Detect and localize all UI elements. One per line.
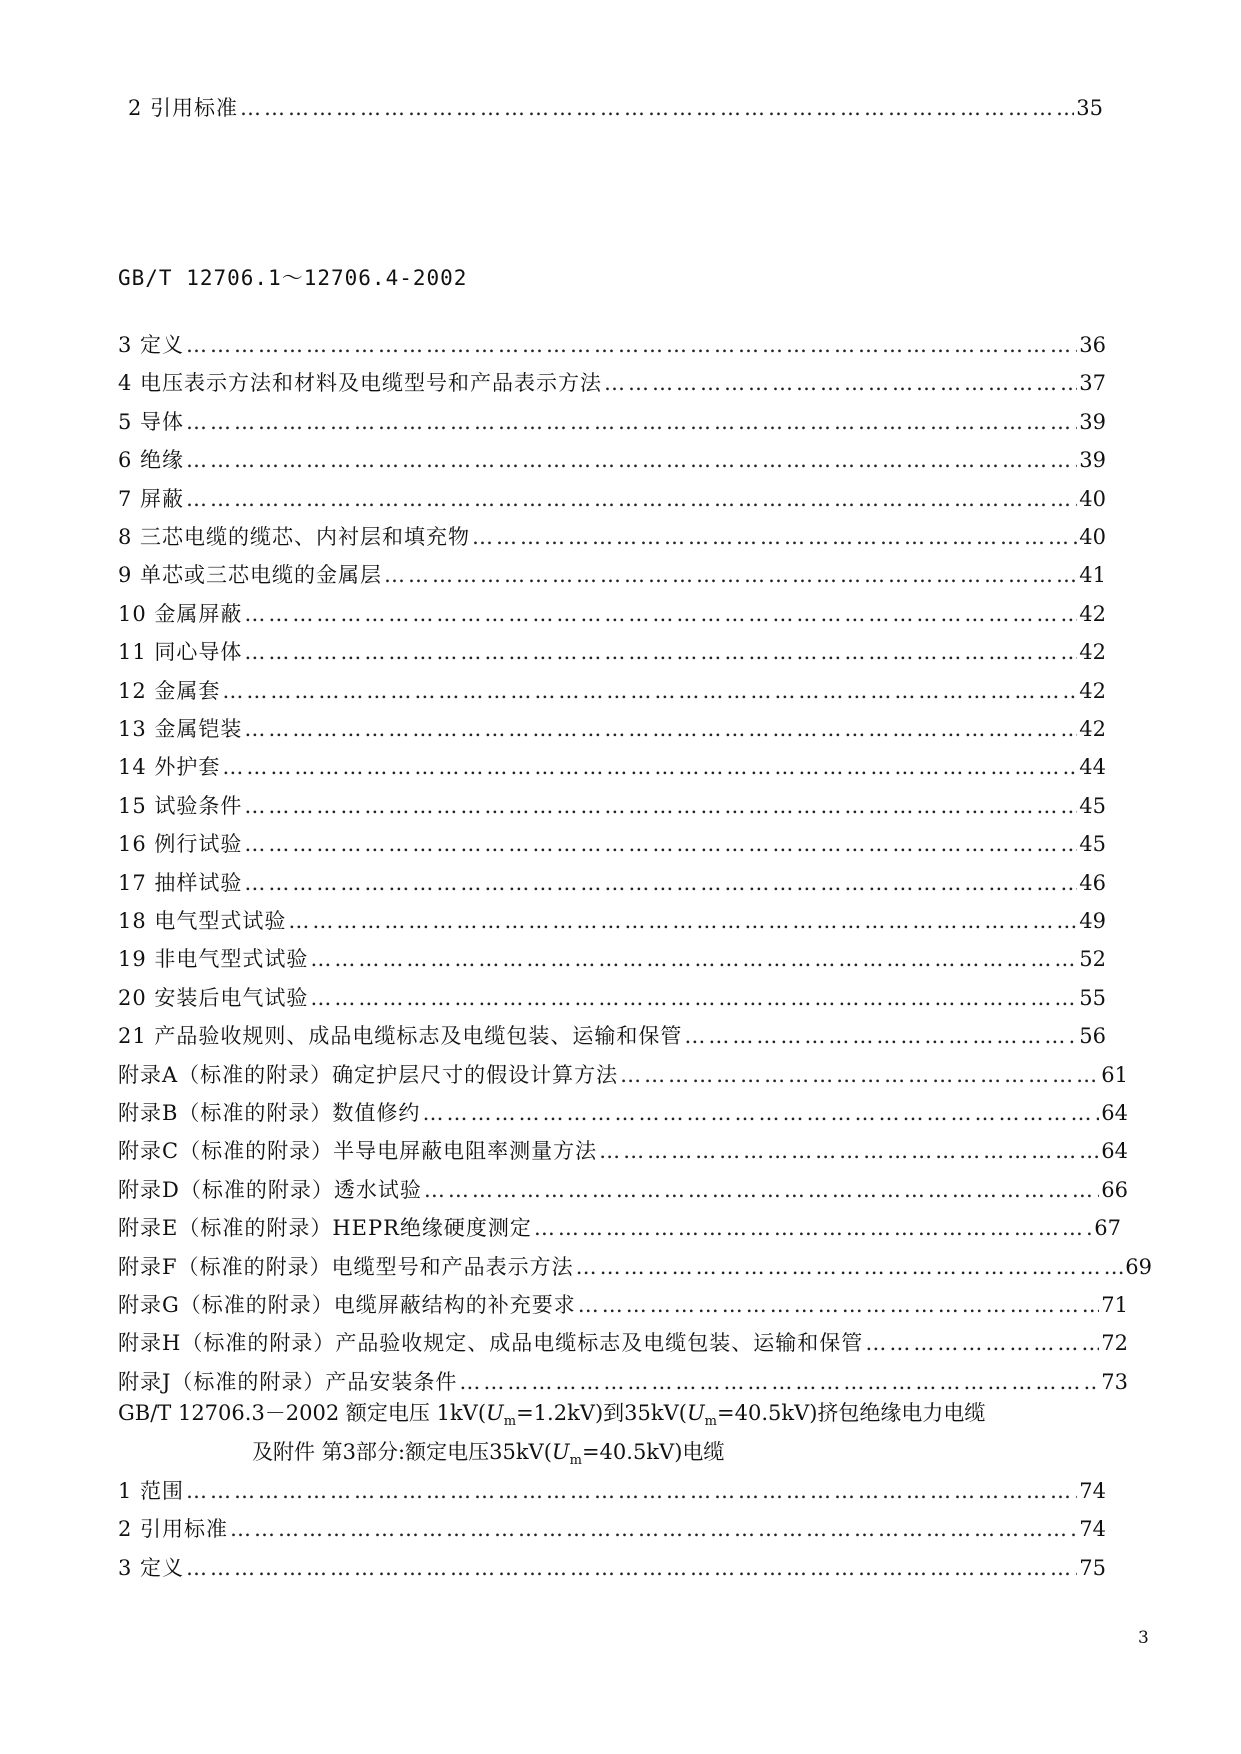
toc-leader-dots (576, 1252, 1124, 1282)
toc-entry-label: 附录B（标准的附录）数值修约 (118, 1101, 421, 1125)
toc-entry-page: 64 (1101, 1101, 1128, 1125)
toc-entry-label: 附录A（标准的附录）确定护层尺寸的假设计算方法 (118, 1062, 619, 1087)
part3-title-suffix: =40.5kV)挤包绝缘电力电缆 (717, 1401, 986, 1425)
toc-entry-label: 8 三芯电缆的缆芯、内衬层和填充物 (118, 525, 471, 549)
toc-leader-dots (422, 1098, 1099, 1128)
toc-entry-page: 40 (1079, 525, 1106, 549)
toc-entry (128, 93, 1103, 123)
toc-entry (118, 829, 1106, 859)
toc-leader-dots (459, 1367, 1099, 1397)
toc-entry-page: 72 (1101, 1331, 1128, 1356)
toc-entry (118, 1252, 1152, 1282)
toc-entry-label: 1 范围 (118, 1479, 185, 1503)
toc-entry (118, 868, 1106, 898)
toc-entry (118, 407, 1106, 437)
toc-leader-dots (244, 714, 1077, 744)
toc-leader-dots (186, 484, 1077, 514)
toc-entry-label: 3 定义 (118, 333, 185, 357)
toc-entry-page: 42 (1079, 601, 1106, 626)
toc-entry-label: 13 金属铠装 (118, 717, 243, 741)
toc-entry (118, 944, 1106, 974)
toc-entry-page: 61 (1101, 1062, 1128, 1087)
toc-entry-page: 74 (1079, 1517, 1106, 1542)
toc-entry-label: 17 抽样试验 (118, 870, 243, 895)
toc-entry-label: 20 安装后电气试验 (118, 985, 309, 1010)
toc-entry-page: 45 (1079, 832, 1106, 857)
toc-entry-page: 64 (1101, 1139, 1128, 1164)
toc-entry (118, 560, 1106, 590)
toc-entry-page: 66 (1101, 1177, 1128, 1202)
toc-entry-label: 附录H（标准的附录）产品验收规定、成品电缆标志及电缆包装、运输和保管 (118, 1331, 864, 1356)
toc-entry (118, 1367, 1128, 1397)
toc-leader-dots (244, 868, 1077, 898)
toc-leader-dots (865, 1328, 1099, 1358)
toc-entry (118, 1328, 1128, 1358)
toc-entry-page: 69 (1125, 1254, 1152, 1279)
toc-entry-label: 2 引用标准 (118, 1517, 229, 1542)
toc-entry-page: 49 (1079, 909, 1106, 933)
toc-entry-label: 3 定义 (118, 1555, 185, 1580)
toc-leader-dots (186, 330, 1077, 360)
toc-leader-dots (604, 368, 1077, 398)
toc-entry-page: 55 (1079, 985, 1106, 1010)
toc-leader-dots (186, 1476, 1077, 1506)
um-symbol: U (551, 1440, 570, 1464)
toc-entry-page: 41 (1079, 563, 1106, 588)
page-number: 3 (1138, 1628, 1149, 1648)
toc-entry (118, 791, 1106, 821)
toc-entry-label: 21 产品验收规则、成品电缆标志及电缆包装、运输和保管 (118, 1024, 683, 1049)
toc-leader-dots (186, 1553, 1077, 1583)
toc-entry-page: 42 (1079, 717, 1106, 741)
part3-subtitle-prefix: 及附件 第3部分:额定电压35kV( (252, 1440, 552, 1464)
toc-entry-label: 14 外护套 (118, 755, 221, 780)
toc-entry-label: 2 引用标准 (128, 96, 239, 120)
toc-entry-label: 10 金属屏蔽 (118, 601, 243, 626)
toc-leader-dots (186, 445, 1077, 475)
toc-entry-label: 15 试验条件 (118, 793, 243, 818)
toc-entry-page: 44 (1079, 755, 1106, 780)
toc-entry-label: 4 电压表示方法和材料及电缆型号和产品表示方法 (118, 371, 603, 396)
toc-entry-page: 40 (1079, 486, 1106, 511)
part3-title-line1 (118, 1398, 985, 1437)
toc-entry (118, 1175, 1128, 1205)
toc-entry-label: 7 屏蔽 (118, 486, 185, 511)
um-subscript: m (569, 1453, 582, 1469)
um-symbol: U (486, 1401, 504, 1425)
part3-title-mid: =1.2kV)到35kV( (516, 1401, 687, 1425)
toc-entry-page: 71 (1101, 1293, 1128, 1317)
part3-subtitle-suffix: =40.5kV)电缆 (581, 1440, 725, 1464)
toc-entry-label: 附录E（标准的附录）HEPR绝缘硬度测定 (118, 1216, 532, 1241)
toc-entry-page: 39 (1079, 448, 1106, 473)
toc-entry (118, 1290, 1128, 1320)
um-subscript: m (503, 1414, 517, 1430)
um-subscript: m (704, 1414, 717, 1430)
toc-entry-page: 39 (1079, 409, 1106, 434)
toc-leader-dots (244, 637, 1077, 667)
toc-entry-label: 6 绝缘 (118, 448, 185, 473)
toc-leader-dots (240, 93, 1074, 123)
toc-entry (118, 1553, 1106, 1583)
toc-entry-page: 74 (1079, 1479, 1106, 1503)
toc-leader-dots (599, 1136, 1099, 1166)
toc-entry (118, 1098, 1128, 1128)
toc-leader-dots (578, 1290, 1099, 1320)
toc-leader-dots (230, 1514, 1077, 1544)
toc-entry (118, 752, 1106, 782)
toc-entry (118, 906, 1106, 936)
standard-code: GB/T 12706.1～12706.4-2002 (118, 266, 468, 290)
toc-entry (118, 330, 1106, 360)
toc-leader-dots (222, 676, 1077, 706)
toc-entry (118, 522, 1106, 552)
toc-leader-dots (534, 1213, 1092, 1243)
toc-entry-page: 42 (1079, 678, 1106, 703)
toc-entry (118, 676, 1106, 706)
toc-entry-page: 45 (1079, 793, 1106, 818)
toc-leader-dots (244, 599, 1077, 629)
toc-leader-dots (186, 407, 1077, 437)
part3-title-prefix: GB/T 12706.3－2002 额定电压 1kV( (118, 1401, 487, 1425)
toc-entry-label: 5 导体 (118, 409, 185, 434)
toc-entry-page: 35 (1076, 96, 1103, 120)
toc-entry (118, 599, 1106, 629)
toc-entry-page: 46 (1079, 870, 1106, 895)
toc-entry-label: 附录G（标准的附录）电缆屏蔽结构的补充要求 (118, 1293, 576, 1317)
toc-entry-page: 42 (1079, 640, 1106, 665)
toc-leader-dots (244, 829, 1077, 859)
toc-entry-label: 16 例行试验 (118, 832, 243, 857)
toc-entry-page: 52 (1079, 947, 1106, 972)
toc-entry-label: 附录F（标准的附录）电缆型号和产品表示方法 (118, 1254, 574, 1279)
toc-entry (118, 1514, 1106, 1544)
toc-entry (118, 484, 1106, 514)
toc-entry (118, 368, 1106, 398)
toc-leader-dots (222, 752, 1077, 782)
toc-entry-page: 36 (1079, 333, 1106, 357)
toc-entry (118, 1060, 1128, 1090)
toc-entry (118, 1476, 1106, 1506)
toc-leader-dots (424, 1175, 1099, 1205)
toc-entry (118, 1136, 1128, 1166)
toc-leader-dots (384, 560, 1077, 590)
toc-entry (118, 1021, 1106, 1051)
toc-leader-dots (620, 1060, 1099, 1090)
toc-leader-dots (288, 906, 1077, 936)
toc-leader-dots (472, 522, 1077, 552)
toc-entry (118, 1213, 1121, 1243)
toc-entry-label: 12 金属套 (118, 678, 221, 703)
toc-entry-label: 11 同心导体 (118, 640, 243, 665)
toc-entry (118, 983, 1106, 1013)
toc-entry-page: 37 (1079, 371, 1106, 396)
toc-entry-page: 67 (1094, 1216, 1121, 1241)
toc-entry-label: 附录D（标准的附录）透水试验 (118, 1177, 422, 1202)
toc-entry (118, 445, 1106, 475)
toc-leader-dots (310, 983, 1077, 1013)
toc-entry (118, 714, 1106, 744)
toc-entry-label: 18 电气型式试验 (118, 909, 287, 933)
toc-leader-dots (310, 944, 1077, 974)
um-symbol: U (686, 1401, 705, 1425)
toc-entry-label: 9 单芯或三芯电缆的金属层 (118, 563, 383, 588)
toc-leader-dots (684, 1021, 1077, 1051)
toc-entry-page: 73 (1101, 1369, 1128, 1394)
part3-title-line2 (252, 1437, 724, 1476)
toc-entry-label: 附录C（标准的附录）半导电屏蔽电阻率测量方法 (118, 1139, 598, 1164)
toc-entry-page: 75 (1079, 1555, 1106, 1580)
toc-entry-page: 56 (1079, 1024, 1106, 1049)
toc-entry-label: 19 非电气型式试验 (118, 947, 309, 972)
toc-leader-dots (244, 791, 1077, 821)
toc-entry-label: 附录J（标准的附录）产品安装条件 (118, 1369, 458, 1394)
toc-entry (118, 637, 1106, 667)
